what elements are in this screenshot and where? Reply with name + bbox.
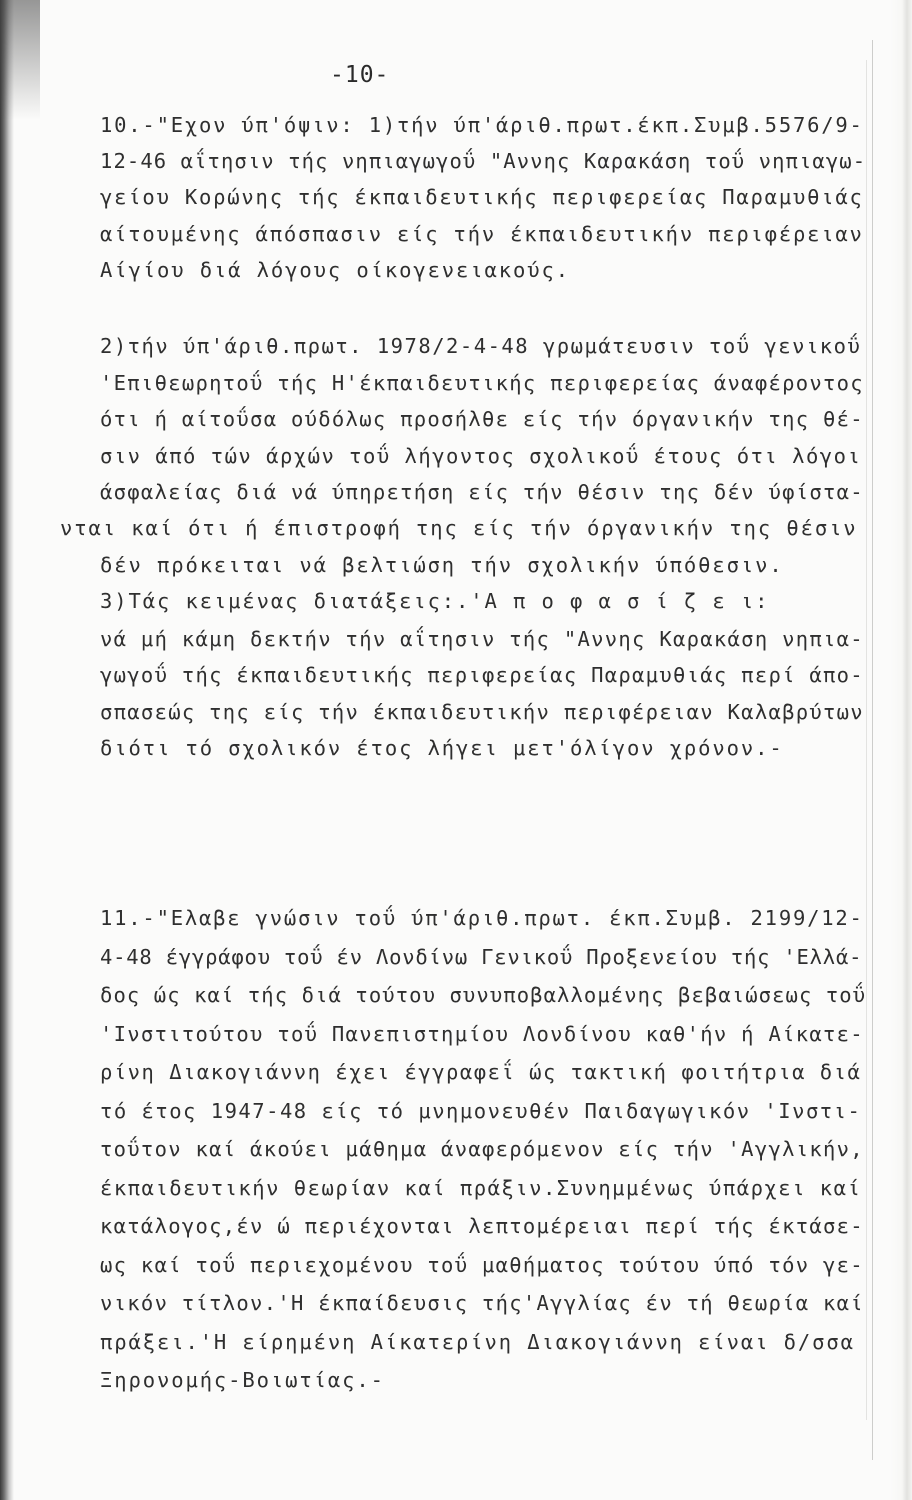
text-line: αίτουμένης άπόσπασιν είς τήν έκπαιδευτικήν περιφέρειαν <box>100 222 864 246</box>
text-line: 'Επιθεωρητοΰ τής Η'έκπαιδευτικής περιφερείας άναφέροντος <box>100 371 864 395</box>
text-line: πράξει.'Η είρημένη Αίκατερίνη Διακογιάννη είναι δ/σσα <box>100 1329 855 1354</box>
text-line: διότι τό σχολικόν έτος λήγει μετ'όλίγον χρόνον.- <box>100 736 784 760</box>
text-line: ρίνη Διακογιάννη έχει έγγραφεΐ ώς τακτική φοιτήτρια διά <box>100 1060 862 1084</box>
text-line: 10.-"Εχον ύπ'όψιν: 1)τήν ύπ'άριθ.πρωτ.έκπ.Συμβ.5576/9- <box>100 113 864 137</box>
text-line: 'Ινστιτούτου τοΰ Πανεπιστημίου Λονδίνου καθ'ήν ή Αίκατε- <box>100 1021 864 1046</box>
text-line: τό έτος 1947-48 είς τό μνημονευθέν Παιδαγωγικόν 'Ινστι- <box>100 1098 862 1123</box>
text-line: γείου Κορώνης τής έκπαιδευτικής περιφερείας Παραμυθιάς <box>100 185 864 209</box>
text-line: κατάλογος,έν ώ περιέχονται λεπτομέρειαι περί τής έκτάσε- <box>100 1214 864 1238</box>
text-line: νά μή κάμη δεκτήν τήν αΐτησιν τής "Αννης Καρακάση νηπια- <box>100 627 864 651</box>
text-line: ως καί τοΰ περιεχομένου τοΰ μαθήματος τούτου ύπό τόν γε- <box>100 1252 864 1277</box>
text-line: 12-46 αΐτησιν τής νηπιαγωγοΰ "Αννης Καρακάση τοΰ νηπιαγω- <box>100 149 867 173</box>
text-line: 11.-"Ελαβε γνώσιν τοΰ ύπ'άριθ.πρωτ. έκπ.Συμβ. 2199/12- <box>100 906 864 930</box>
text-line: γωγοΰ τής έκπαιδευτικής περιφερείας Παραμυθιάς περί άπο- <box>100 663 864 687</box>
margin-rule <box>872 40 873 1460</box>
text-line: σπασεώς της είς τήν έκπαιδευτικήν περιφέρειαν Καλαβρύτων <box>100 700 864 724</box>
text-line: δος ώς καί τής διά τούτου συνυποβαλλομένης βεβαιώσεως τοΰ <box>100 983 867 1007</box>
text-line: νικόν τίτλον.'Η έκπαίδευσις τής'Αγγλίας έν τή θεωρία καί <box>100 1291 864 1315</box>
text-line: 2)τήν ύπ'άριθ.πρωτ. 1978/2-4-48 γρωμάτευσιν τοΰ γενικοΰ <box>100 334 862 358</box>
scan-shadow <box>0 0 40 120</box>
margin-rule-faint <box>866 60 867 1420</box>
page-number: -10- <box>330 62 390 88</box>
text-line: 3)Τάς κειμένας διατάξεις:.'Α π ο φ α σ ί ζ ε ι: <box>100 589 770 613</box>
text-line: ότι ή αίτοΰσα ούδόλως προσήλθε είς τήν όργανικήν της θέ- <box>100 407 864 431</box>
scan-edge-right <box>890 0 912 1500</box>
text-line: Ξηρονομής-Βοιωτίας.- <box>100 1368 385 1392</box>
text-line: σιν άπό τών άρχών τοΰ λήγοντος σχολικοΰ έτους ότι λόγοι <box>100 444 862 468</box>
text-line: δέν πρόκειται νά βελτιώση τήν σχολικήν ύπόθεσιν. <box>100 553 784 577</box>
text-line: έκπαιδευτικήν θεωρίαν καί πράξιν.Συνημμένως ύπάρχει καί <box>100 1175 862 1200</box>
text-line: τοΰτον καί άκούει μάθημα άναφερόμενον είς τήν 'Αγγλικήν, <box>100 1137 864 1161</box>
text-line: νται καί ότι ή έπιστροφή της είς τήν όργανικήν της θέσιν <box>60 516 858 540</box>
text-line: 4-48 έγγράφου τοΰ έν Λονδίνω Γενικοΰ Προξενείου τής 'Ελλά- <box>100 944 863 969</box>
scan-edge-left <box>0 0 14 1500</box>
text-line: Αίγίου διά λόγους οίκογενειακούς. <box>100 258 570 282</box>
text-line: άσφαλείας διά νά ύπηρετήση είς τήν θέσιν της δέν ύφίστα- <box>100 480 864 504</box>
